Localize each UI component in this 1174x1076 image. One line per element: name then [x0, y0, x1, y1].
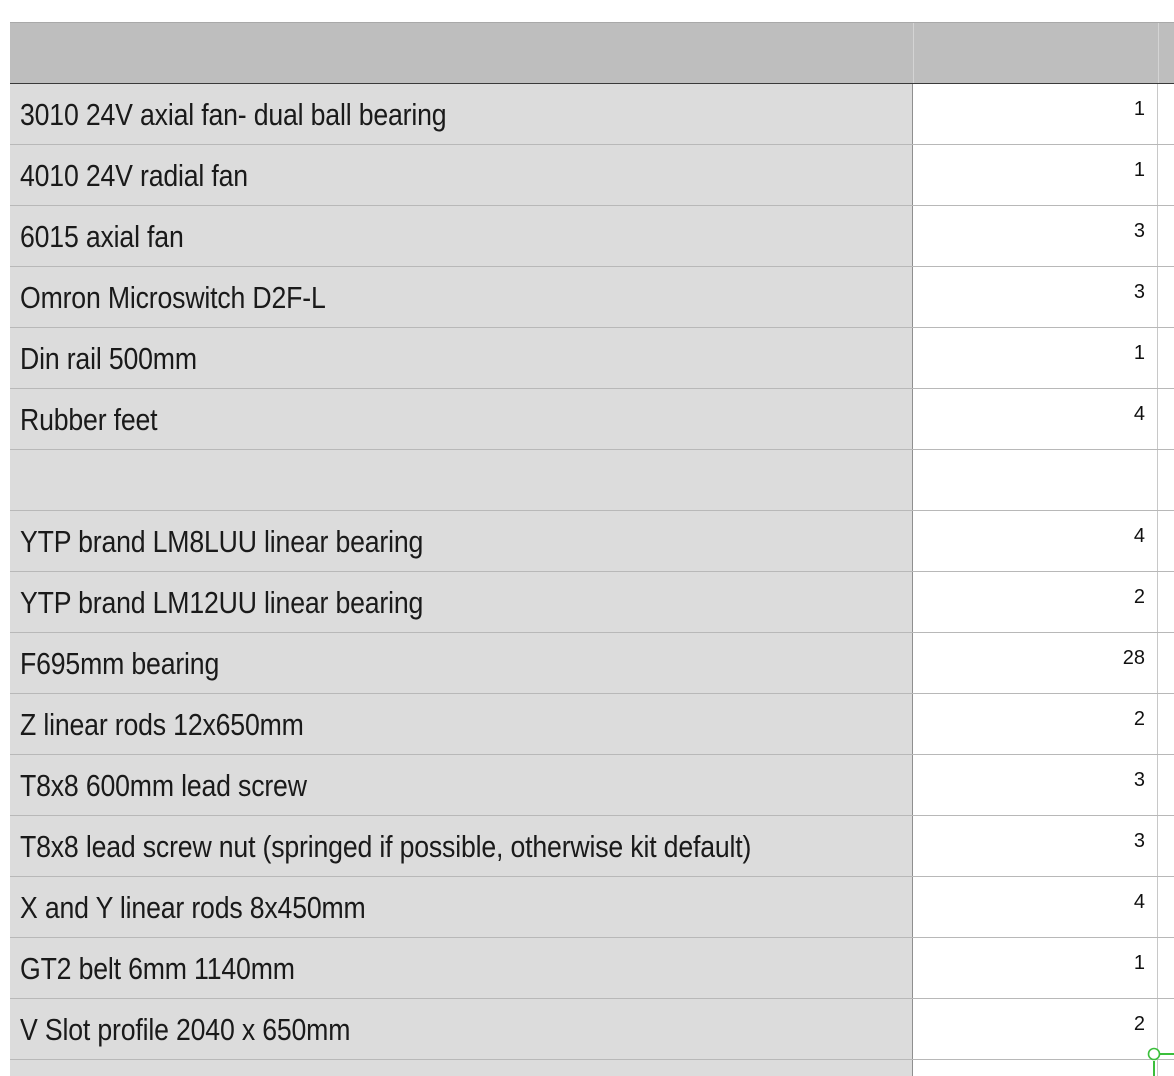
qty-cell[interactable] [914, 572, 1158, 632]
table-body [10, 84, 1174, 1076]
qty-text: 3 [1133, 769, 1145, 791]
cell-resize-handle-icon[interactable] [1147, 1047, 1161, 1061]
table-row [10, 877, 1174, 938]
table-row [10, 572, 1174, 633]
table-row [10, 694, 1174, 755]
item-text: Omron Microswitch D2F-L [20, 280, 326, 315]
item-text: T8x8 lead screw nut (springed if possible, otherwise kit default) [20, 829, 752, 864]
qty-cell[interactable] [914, 511, 1158, 571]
item-cell[interactable] [10, 938, 913, 998]
item-text: GT2 belt 6mm 1140mm [20, 951, 295, 986]
item-text: F695mm bearing [20, 646, 220, 681]
item-text: Din rail 500mm [20, 341, 197, 376]
qty-cell[interactable] [914, 84, 1158, 144]
table-row [10, 938, 1174, 999]
next-column-cell[interactable] [1158, 206, 1174, 266]
item-cell[interactable] [10, 755, 913, 815]
qty-cell[interactable] [914, 694, 1158, 754]
item-text: 3010 24V axial fan- dual ball bearing [20, 97, 447, 132]
item-text: V Slot profile 2040 x 650mm [20, 1012, 351, 1047]
item-text: Z linear rods 12x650mm [20, 707, 304, 742]
next-column-cell[interactable] [1158, 755, 1174, 815]
item-cell[interactable] [10, 328, 913, 388]
table-row [10, 84, 1174, 145]
qty-cell[interactable] [914, 999, 1158, 1059]
item-cell[interactable] [10, 511, 913, 571]
table-row [10, 816, 1174, 877]
qty-cell[interactable] [914, 938, 1158, 998]
item-text: 6015 axial fan [20, 219, 184, 254]
next-column-cell[interactable] [1158, 145, 1174, 205]
qty-cell[interactable] [914, 450, 1158, 510]
item-cell[interactable] [10, 206, 913, 266]
table-row [10, 755, 1174, 816]
item-cell[interactable] [10, 84, 913, 144]
item-cell[interactable] [10, 877, 913, 937]
item-cell[interactable] [10, 267, 913, 327]
qty-cell[interactable] [914, 816, 1158, 876]
item-cell[interactable] [10, 694, 913, 754]
item-cell[interactable] [10, 389, 913, 449]
item-cell[interactable] [10, 999, 913, 1059]
header-cell-qty[interactable] [914, 23, 1159, 83]
item-text: YTP brand LM8LUU linear bearing [20, 524, 424, 559]
next-column-cell[interactable] [1158, 877, 1174, 937]
table-row [10, 633, 1174, 694]
item-cell[interactable] [10, 450, 913, 510]
qty-text: 2 [1133, 586, 1145, 608]
item-cell[interactable] [10, 1060, 913, 1076]
qty-text: 3 [1133, 220, 1145, 242]
table-row-partial [10, 1060, 1174, 1076]
qty-text: 3 [1133, 281, 1145, 303]
next-column-cell[interactable] [1158, 694, 1174, 754]
item-text: YTP brand LM12UU linear bearing [20, 585, 424, 620]
qty-text: 1 [1133, 342, 1145, 364]
next-column-cell[interactable] [1158, 267, 1174, 327]
qty-cell[interactable] [914, 877, 1158, 937]
table-row [10, 145, 1174, 206]
next-column-cell[interactable] [1158, 450, 1174, 510]
qty-cell[interactable] [914, 389, 1158, 449]
next-column-cell[interactable] [1158, 633, 1174, 693]
table-row [10, 267, 1174, 328]
qty-text: 1 [1133, 952, 1145, 974]
item-text: T8x8 600mm lead screw [20, 768, 307, 803]
table-row [10, 999, 1174, 1060]
qty-text: 4 [1133, 891, 1145, 913]
next-column-cell[interactable] [1158, 328, 1174, 388]
item-cell[interactable] [10, 816, 913, 876]
qty-text: 1 [1133, 98, 1145, 120]
table-row [10, 511, 1174, 572]
next-column-cell[interactable] [1158, 938, 1174, 998]
table-row [10, 206, 1174, 267]
next-column-cell[interactable] [1158, 389, 1174, 449]
qty-cell[interactable] [914, 633, 1158, 693]
qty-cell[interactable] [914, 328, 1158, 388]
qty-text: 4 [1133, 403, 1145, 425]
item-text: X and Y linear rods 8x450mm [20, 890, 366, 925]
table-row [10, 328, 1174, 389]
qty-cell[interactable] [914, 267, 1158, 327]
qty-text: 1 [1133, 159, 1145, 181]
item-text: Rubber feet [20, 402, 158, 437]
handle-line-v [1153, 1061, 1155, 1076]
qty-text: 3 [1133, 830, 1145, 852]
qty-text: 2 [1133, 1013, 1145, 1035]
handle-line-h [1160, 1053, 1174, 1055]
qty-cell[interactable] [914, 145, 1158, 205]
qty-cell[interactable] [914, 755, 1158, 815]
header-cell-item[interactable] [10, 23, 914, 83]
next-column-cell[interactable] [1158, 816, 1174, 876]
next-column-cell[interactable] [1158, 572, 1174, 632]
item-cell[interactable] [10, 633, 913, 693]
qty-cell[interactable] [914, 206, 1158, 266]
item-cell[interactable] [10, 145, 913, 205]
qty-text: 28 [1122, 647, 1145, 669]
item-cell[interactable] [10, 572, 913, 632]
qty-text: 2 [1133, 708, 1145, 730]
next-column-cell[interactable] [1158, 84, 1174, 144]
qty-cell[interactable] [914, 1060, 1158, 1076]
table-row [10, 450, 1174, 511]
item-text: 4010 24V radial fan [20, 158, 248, 193]
header-row [10, 22, 1174, 84]
qty-text: 4 [1133, 525, 1145, 547]
table-row [10, 389, 1174, 450]
next-column-cell[interactable] [1158, 511, 1174, 571]
